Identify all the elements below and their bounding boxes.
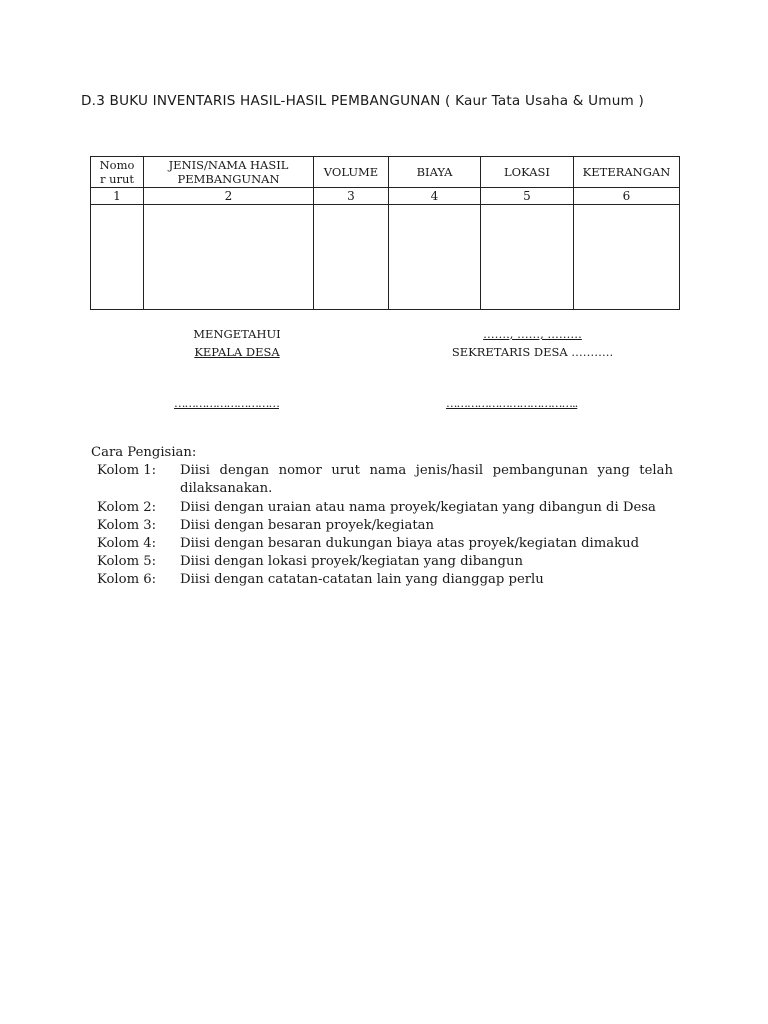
header-biaya: BIAYA [389,157,481,188]
instruction-row [91,517,673,535]
header-nomor-urut: Nomo r urut [91,157,144,188]
instruction-key: Kolom 3: [97,517,157,533]
document-title: D.3 BUKU INVENTARIS HASIL-HASIL PEMBANGUNAN ( Kaur Tata Usaha & Umum ) [81,93,644,109]
instructions-section [91,444,673,590]
column-number: 5 [481,188,574,205]
signature-line-right: ……………………………….. [446,396,578,410]
table-cell-empty [144,205,314,310]
instruction-key: Kolom 5: [97,554,157,570]
instruction-text: Diisi dengan nomor urut nama jenis/hasil pembangunan yang telah dilaksanakan. [180,463,673,497]
instruction-key: Kolom 4: [97,536,157,552]
column-number: 6 [574,188,680,205]
signature-line-left: ………………………… [174,396,279,410]
inventory-table [90,156,680,310]
place-date-line: ……., ……, ……… [483,327,582,341]
column-number: 4 [389,188,481,205]
instruction-row [91,499,673,517]
signature-block-right [430,325,635,361]
header-keterangan: KETERANGAN [574,157,680,188]
instruction-row [91,462,673,498]
table-header-row [91,157,680,188]
column-number: 1 [91,188,144,205]
header-lokasi: LOKASI [481,157,574,188]
sekretaris-desa-label: SEKRETARIS DESA ……….. [451,345,614,359]
table-cell-empty [314,205,389,310]
table-cell-empty [91,205,144,310]
table-cell-empty [574,205,680,310]
instruction-text: Diisi dengan lokasi proyek/kegiatan yang dibangun [180,554,523,570]
instruction-text: Diisi dengan besaran dukungan biaya atas proyek/kegiatan dimakud [180,536,640,552]
signature-block-left [172,325,302,361]
table-row [91,205,680,310]
column-number-row [91,188,680,205]
column-number: 3 [314,188,389,205]
table-cell-empty [389,205,481,310]
header-jenis-nama: JENIS/NAMA HASIL PEMBANGUNAN [144,157,314,188]
instruction-text: Diisi dengan besaran proyek/kegiatan [180,517,434,533]
column-number: 2 [144,188,314,205]
instruction-text: Diisi dengan uraian atau nama proyek/kegiatan yang dibangun di Desa [180,499,656,515]
header-volume: VOLUME [314,157,389,188]
instruction-row [91,535,673,553]
mengetahui-label: MENGETAHUI [193,327,281,341]
instruction-row [91,553,673,571]
instruction-key: Kolom 2: [97,499,157,515]
table-cell-empty [481,205,574,310]
instruction-key: Kolom 1: [97,463,157,479]
instructions-heading: Cara Pengisian: [91,445,197,460]
instruction-text: Diisi dengan catatan-catatan lain yang dianggap perlu [180,572,544,588]
instruction-key: Kolom 6: [97,572,157,588]
kepala-desa-label: KEPALA DESA [194,345,280,359]
instruction-row [91,571,673,589]
